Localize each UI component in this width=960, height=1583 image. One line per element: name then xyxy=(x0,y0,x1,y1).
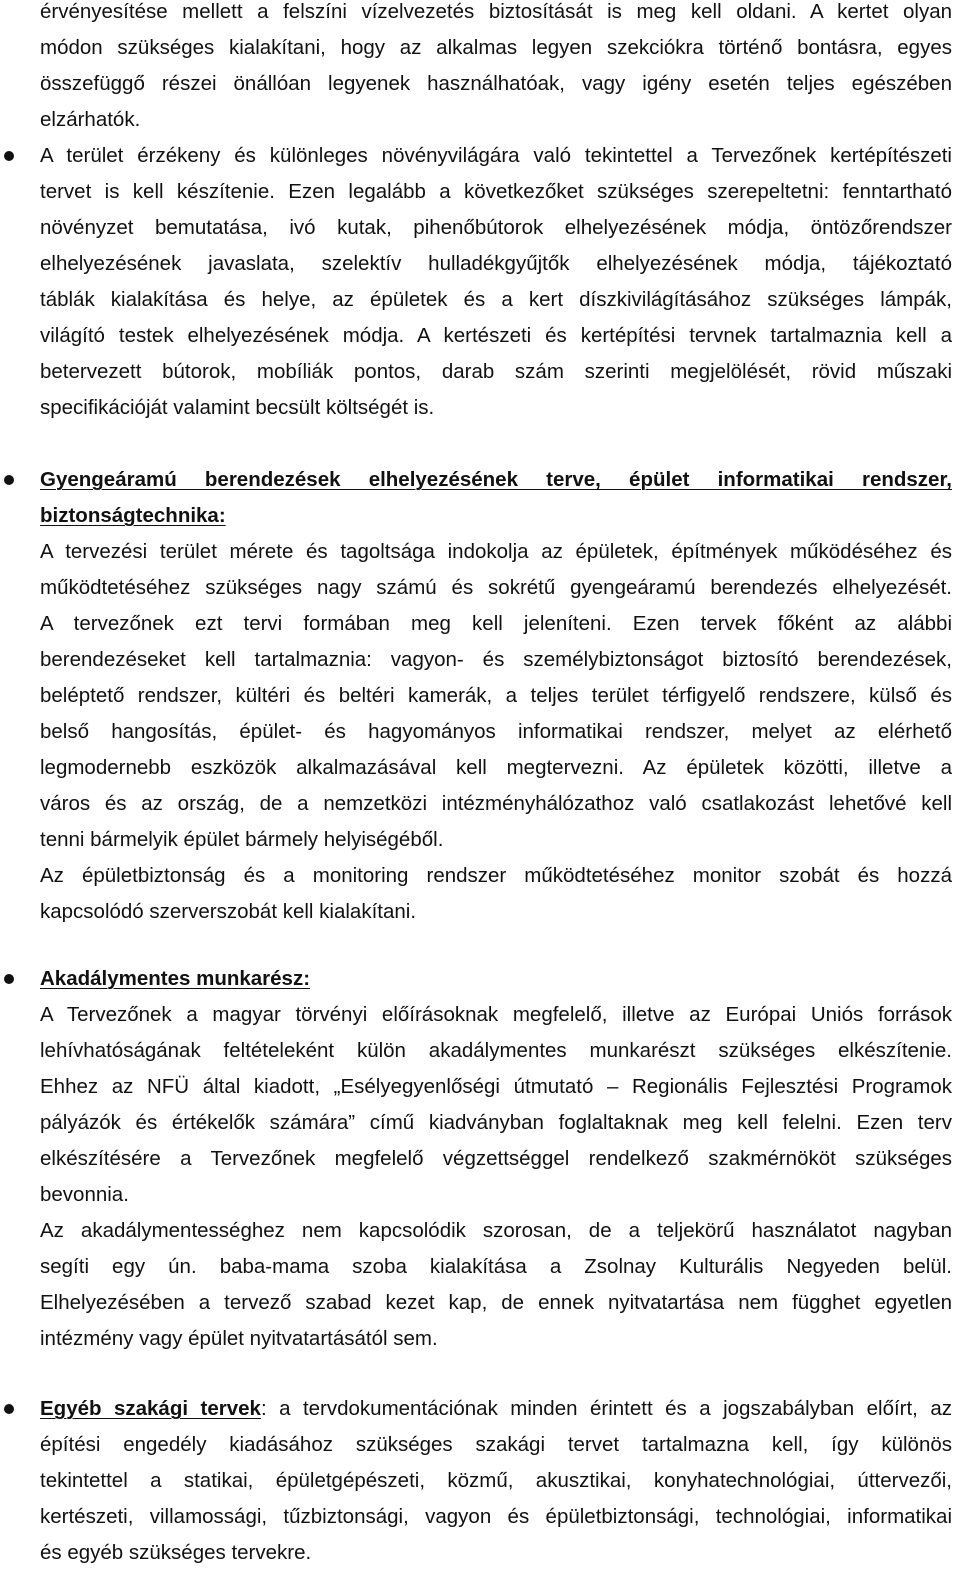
text-line: kapcsolódó szerverszobát kell kialakítani. xyxy=(40,900,417,923)
text-line: pályázók és értékelők számára” című kiadványban foglaltaknak meg kell felelni. Ezen terv xyxy=(40,1111,952,1134)
text-line: tervet is kell készítenie. Ezen legalább a következőket szükséges szerepeltetni: fenntartható xyxy=(40,180,952,203)
text-line: elhelyezésének javaslata, szelektív hulladékgyűjtők elhelyezésének módja, tájékoztató xyxy=(40,252,952,275)
section-heading-line xyxy=(40,961,952,997)
text-run: : a tervdokumentációnak minden érintett és a jogszabályban előírt, az xyxy=(260,1397,952,1420)
bullet-icon xyxy=(4,151,14,161)
section-heading: Gyengeáramú berendezések elhelyezésének terve, épület informatikai rendszer, xyxy=(40,468,952,491)
text-line: kertészeti, villamossági, tűzbiztonsági, vagyon és épületbiztonsági, technológiai, informatikai xyxy=(40,1505,952,1528)
text-line: Ehhez az NFÜ által kiadott, „Esélyegyenlőségi útmutató – Regionális Fejlesztési Programok xyxy=(40,1075,952,1098)
section-heading-line xyxy=(40,498,952,534)
bullet-icon xyxy=(4,475,14,485)
bullet-icon xyxy=(4,1404,14,1414)
text-line: világító testek elhelyezésének módja. A kertészeti és kertépítési tervnek tartalmaznia kell a xyxy=(40,324,952,347)
list-item-low-voltage xyxy=(40,462,952,930)
text-line: építési engedély kiadásához szükséges szakági tervet tartalmazna kell, így különös xyxy=(40,1433,952,1456)
list-item-accessibility xyxy=(40,961,952,1357)
text-line: A Tervezőnek a magyar törvényi előírásoknak megfelelő, illetve az Európai Uniós források xyxy=(40,1003,952,1026)
text-line: legmodernebb eszközök alkalmazásával kell megtervezni. Az épületek közötti, illetve a xyxy=(40,756,952,779)
section-heading: biztonságtechnika: xyxy=(40,504,226,527)
text-line: érvényesítése mellett a felszíni vízelvezetés biztosítását is meg kell oldani. A kertet olyan xyxy=(40,0,952,23)
text-line: betervezett bútorok, mobíliák pontos, darab szám szerinti megjelölését, rövid műszaki xyxy=(40,360,952,383)
text-line: berendezéseket kell tartalmaznia: vagyon- és személybiztonságot biztosító berendezések, xyxy=(40,648,952,671)
bullet-icon xyxy=(4,974,14,984)
text-line: belső hangosítás, épület- és hagyományos informatikai rendszer, melyet az elérhető xyxy=(40,720,952,743)
text-line: elzárhatók. xyxy=(40,108,141,131)
text-line: specifikációját valamint becsült költségét is. xyxy=(40,396,435,419)
text-line: beléptető rendszer, kültéri és beltéri kamerák, a teljes terület térfigyelő rendszere, külső és xyxy=(40,684,952,707)
paragraph-drainage xyxy=(40,0,952,138)
text-line: összefüggő részei önállóan legyenek használhatóak, vagy igény esetén teljes egészében xyxy=(40,72,952,95)
text-line: növényzet bemutatása, ivó kutak, pihenőbútorok elhelyezésének módja, öntözőrendszer xyxy=(40,216,952,239)
text-line: segíti egy ún. baba-mama szoba kialakítása a Zsolnay Kulturális Negyeden belül. xyxy=(40,1255,952,1278)
text-line: működtetéséhez szükséges nagy számú és sokrétű gyengeáramú berendezés elhelyezését. xyxy=(40,576,952,599)
section-heading: Akadálymentes munkarész: xyxy=(40,967,311,990)
text-line: város és az ország, de a nemzetközi intézményhálózathoz való csatlakozást lehetővé kell xyxy=(40,792,952,815)
text-line: bevonnia. xyxy=(40,1183,129,1206)
text-line: tenni bármelyik épület bármely helyiségéből. xyxy=(40,828,444,851)
text-line: Az épületbiztonság és a monitoring rendszer működtetéséhez monitor szobát és hozzá xyxy=(40,864,952,887)
text-line: módon szükséges kialakítani, hogy az alkalmas legyen szekciókra történő bontásra, egyes xyxy=(40,36,952,59)
list-item-garden-design xyxy=(40,138,952,426)
list-item-other-plans xyxy=(40,1391,952,1571)
text-line: A terület érzékeny és különleges növényvilágára való tekintettel a Tervezőnek kertépítészeti xyxy=(40,144,952,167)
text-line: táblák kialakítása és helye, az épületek és a kert díszkivilágításához szükséges lámpák, xyxy=(40,288,952,311)
text-line: Az akadálymentességhez nem kapcsolódik szorosan, de a teljekörű használatot nagyban xyxy=(40,1219,952,1242)
text-line: A tervezőnek ezt tervi formában meg kell jeleníteni. Ezen tervek főként az alábbi xyxy=(40,612,952,635)
section-heading: Egyéb szakági tervek xyxy=(40,1397,261,1420)
text-line: tekintettel a statikai, épületgépészeti, közmű, akusztikai, konyhatechnológiai, úttervezői, xyxy=(40,1469,952,1492)
text-line: Elhelyezésében a tervező szabad kezet kap, de ennek nyitvatartása nem függhet egyetlen xyxy=(40,1291,952,1314)
text-line: lehívhatóságának feltételeként külön akadálymentes munkarészt szükséges elkészítenie. xyxy=(40,1039,952,1062)
text-line xyxy=(40,1391,952,1427)
text-line: A tervezési terület mérete és tagoltsága indokolja az épületek, építmények működéséhez és xyxy=(40,540,952,563)
text-line: és egyéb szükséges tervekre. xyxy=(40,1541,312,1564)
text-line: intézmény vagy épület nyitvatartásától sem. xyxy=(40,1327,438,1350)
text-line: elkészítésére a Tervezőnek megfelelő végzettséggel rendelkező szakmérnököt szükséges xyxy=(40,1147,952,1170)
section-heading-line xyxy=(40,462,952,498)
